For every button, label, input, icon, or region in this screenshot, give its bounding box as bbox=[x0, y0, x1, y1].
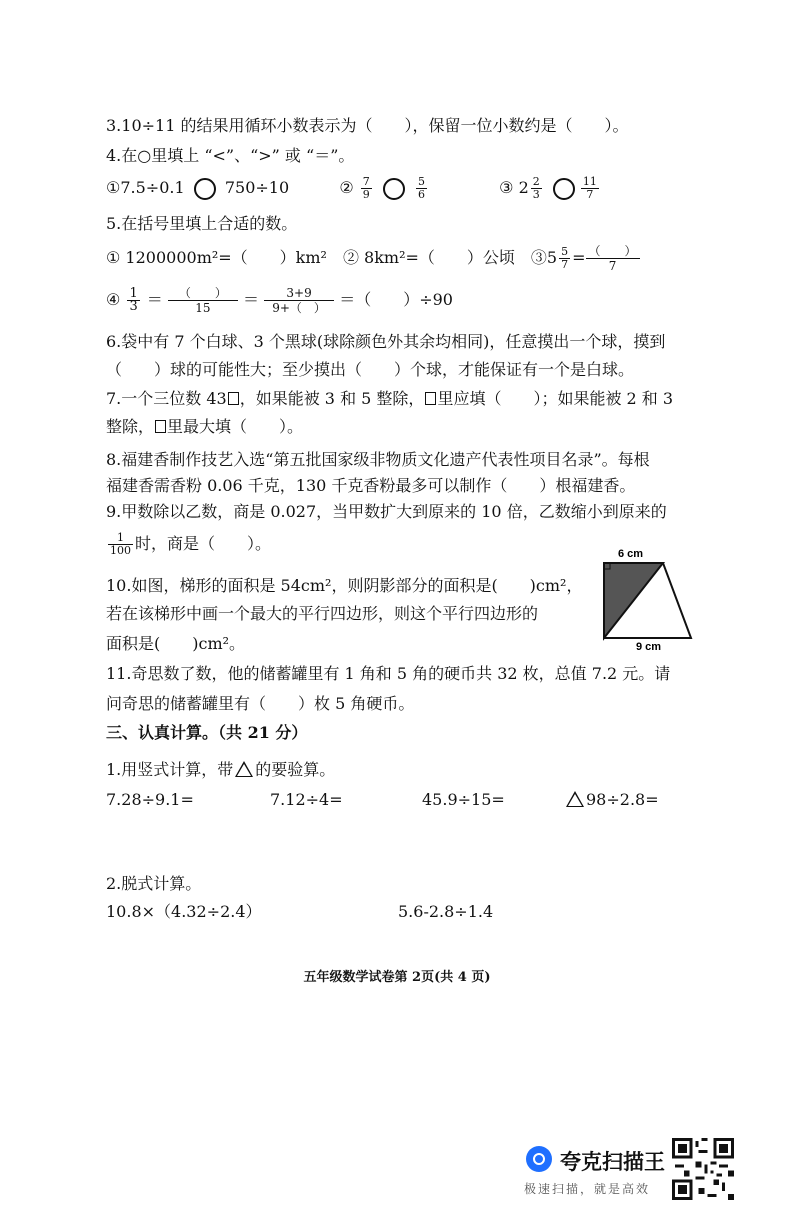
question-11-line1: 11.奇思数了数，他的储蓄罐里有 1 角和 5 角的硬币共 32 枚，总值 7.2 元。请 bbox=[106, 664, 671, 683]
question-7-line1: 7.一个三位数 43 ，如果能被 3 和 5 整除， 里应填（ ）；如果能被 2 和 3 bbox=[106, 389, 674, 408]
expr-2: 5.6-2.8÷1.4 bbox=[398, 902, 494, 921]
question-7-line2: 整除， 里最大填（ ）。 bbox=[106, 417, 304, 436]
question-11-line2: 问奇思的储蓄罐里有（ ）枚 5 角硬币。 bbox=[106, 694, 415, 713]
question-5-row1: ① 1200000m²=（ ）km² ② 8km²=（ ）公顷 ③5 $\frac{5}{7}$ = $\frac{( )}{7}$ bbox=[106, 244, 640, 274]
compare-circle bbox=[553, 178, 575, 200]
blank-fraction: $\frac{( )}{7}$ bbox=[586, 244, 640, 273]
question-6-line1: 6.袋中有 7 个白球、3 个黑球(球除颜色外其余均相同)，任意摸出一个球，摸到 bbox=[106, 332, 666, 351]
question-10-line1: 10.如图，梯形的面积是 54cm²，则阴影部分的面积是( )cm²， bbox=[106, 576, 583, 595]
question-10-line3: 面积是( )cm²。 bbox=[106, 634, 246, 653]
q5-row2-tail: ＝（ ）÷90 bbox=[339, 290, 453, 309]
fraction: $\frac{7}{9}$ bbox=[362, 175, 370, 201]
calc-3: 45.9÷15= bbox=[422, 790, 505, 809]
q5-row2-label: ④ bbox=[106, 290, 121, 309]
square-blank bbox=[425, 392, 436, 405]
quark-logo-icon bbox=[526, 1146, 552, 1172]
bottom-label: 9 cm bbox=[636, 641, 662, 653]
scanner-watermark bbox=[520, 1138, 790, 1202]
q5-row1-text: ① 1200000m²=（ ）km² ② 8km²=（ ）公顷 ③5 bbox=[106, 248, 558, 267]
question-9-line2: $\frac{1}{100}$ 时，商是（ ）。 bbox=[110, 531, 272, 557]
calc-4: 98÷2.8= bbox=[564, 790, 659, 810]
fraction: $\frac{5}{7}$ bbox=[561, 245, 569, 271]
fraction: $\frac{1}{100}$ bbox=[110, 531, 131, 557]
q4-item3-label: ③ 2 bbox=[499, 178, 529, 197]
calc-2: 7.12÷4= bbox=[270, 790, 343, 809]
question-9-line1: 9.甲数除以乙数，商是 0.027，当甲数扩大到原来的 10 倍，乙数缩小到原来的 bbox=[106, 502, 667, 521]
fraction: $\frac{5}{6}$ bbox=[417, 175, 425, 201]
section3-title: 三、认真计算。（共 21 分） bbox=[106, 723, 308, 742]
page-footer: 五年级数学试卷第 2页(共 4 页) bbox=[303, 970, 491, 985]
qr-code-icon bbox=[672, 1138, 734, 1200]
fraction: $\frac{11}{7}$ bbox=[582, 175, 597, 201]
compare-circle bbox=[194, 178, 216, 200]
section3-part1: 1.用竖式计算，带 的要验算。 bbox=[106, 760, 336, 779]
question-5-title: 5.在括号里填上合适的数。 bbox=[106, 214, 298, 233]
question-5-row2: ④ $\frac{1}{3}$ ＝ $\frac{( )}{15}$ ＝ $\frac{3+9}{9+( )}$ ＝（ ）÷90 bbox=[106, 286, 453, 315]
top-label: 6 cm bbox=[618, 548, 644, 560]
fraction: $\frac{2}{3}$ bbox=[532, 175, 540, 201]
section3-part2: 2.脱式计算。 bbox=[106, 874, 202, 893]
q4-item1-right: 750÷10 bbox=[224, 178, 290, 197]
q4-item1-left: ①7.5÷0.1 bbox=[106, 178, 185, 197]
brand-slogan: 极速扫描，就是高效 bbox=[524, 1182, 651, 1196]
brand-name: 夸克扫描王 bbox=[560, 1150, 665, 1174]
question-3: 3.10÷11 的结果用循环小数表示为（ ），保留一位小数约是（ ）。 bbox=[106, 116, 629, 135]
triangle-icon bbox=[566, 791, 584, 807]
calc-1: 7.28÷9.1= bbox=[106, 790, 194, 809]
question-8-line1: 8.福建香制作技艺入选“第五批国家级非物质文化遗产代表性项目名录”。每根 bbox=[106, 450, 650, 469]
compare-circle bbox=[383, 178, 405, 200]
question-4-title: 4.在○里填上 “<”、“>” 或 “＝”。 bbox=[106, 146, 355, 165]
question-10-line2: 若在该梯形中画一个最大的平行四边形，则这个平行四边形的 bbox=[106, 604, 539, 623]
square-blank bbox=[228, 392, 239, 405]
expr-1: 10.8×（4.32÷2.4） bbox=[106, 902, 262, 921]
blank-fraction: $\frac{3+9}{9+( )}$ bbox=[264, 286, 334, 315]
trapezoid-figure bbox=[596, 542, 696, 654]
blank-fraction: $\frac{( )}{15}$ bbox=[168, 286, 238, 315]
q4-item2-label: ② bbox=[339, 178, 354, 197]
question-4-items bbox=[106, 176, 601, 206]
fraction: $\frac{1}{3}$ bbox=[129, 286, 138, 314]
question-6-line2: （ ）球的可能性大；至少摸出（ ）个球，才能保证有一个是白球。 bbox=[106, 360, 635, 379]
question-8-line2: 福建香需香粉 0.06 千克，130 千克香粉最多可以制作（ ）根福建香。 bbox=[106, 476, 636, 495]
triangle-icon bbox=[235, 761, 253, 777]
square-blank bbox=[155, 420, 166, 433]
